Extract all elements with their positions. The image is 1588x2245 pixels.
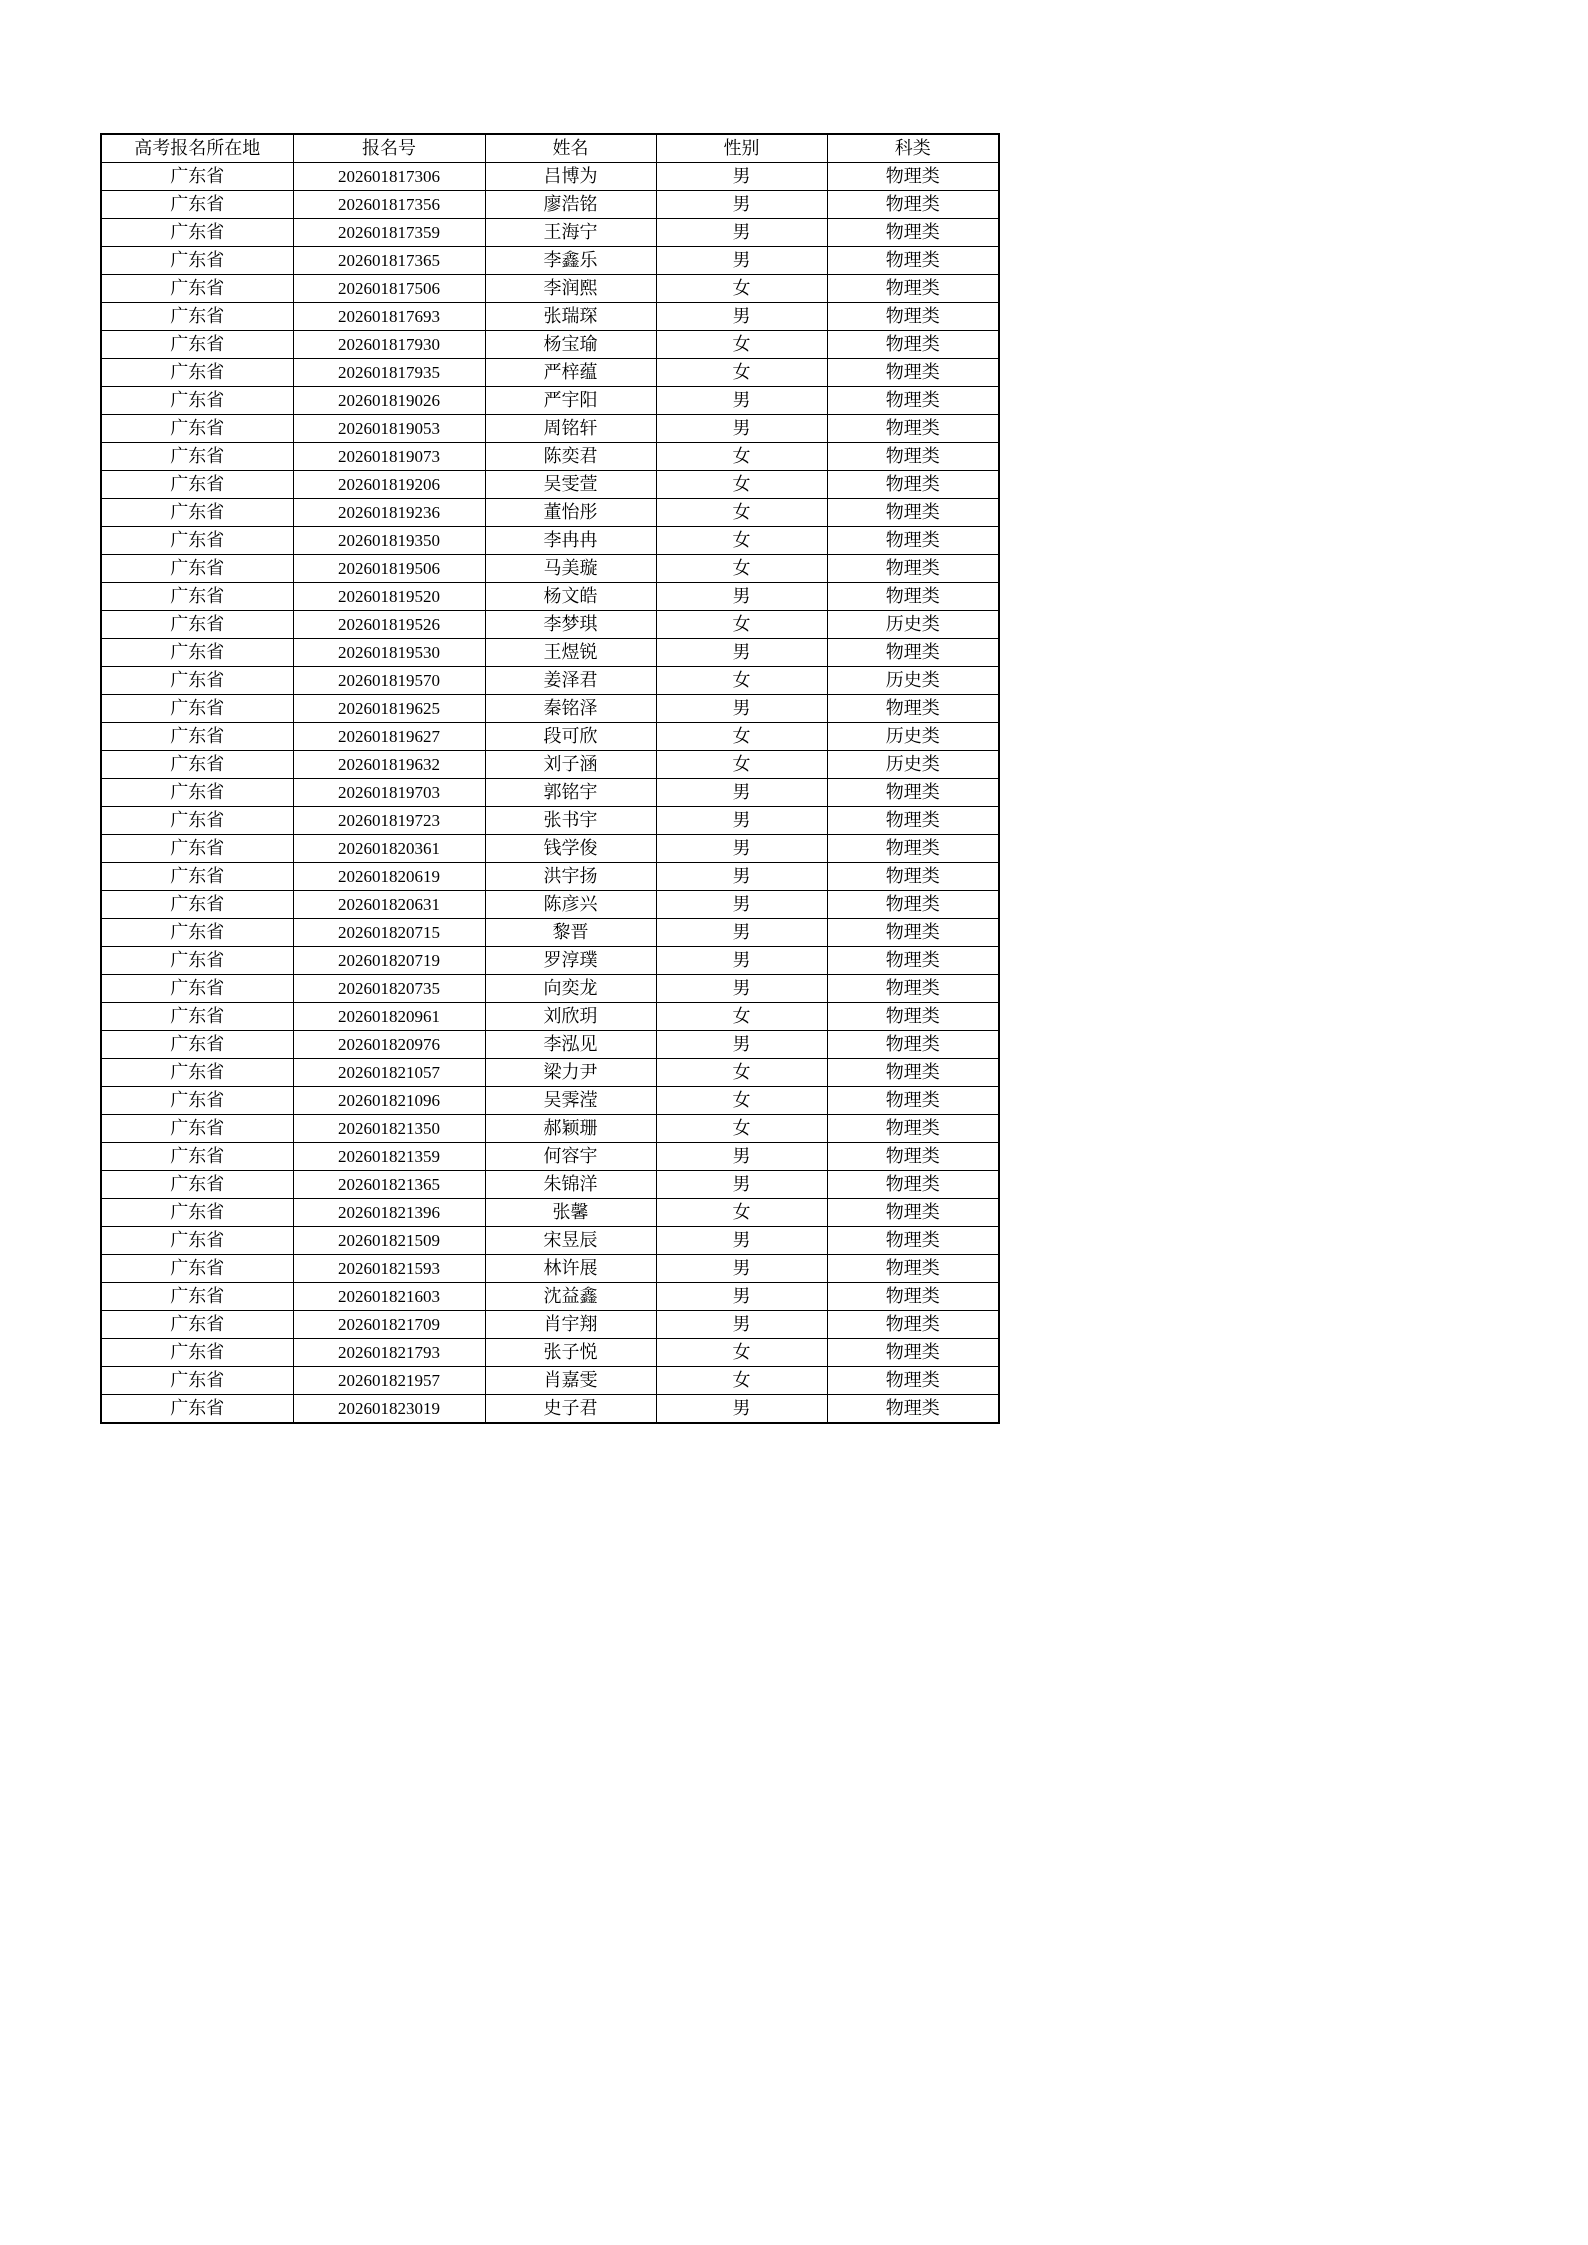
cell-registration-number: 202601821365 [293, 1171, 485, 1199]
cell-gender: 男 [656, 695, 827, 723]
table-row [101, 359, 999, 387]
table-row [101, 471, 999, 499]
cell-location: 广东省 [101, 1171, 293, 1199]
table-row [101, 1339, 999, 1367]
cell-subject-category: 物理类 [827, 443, 999, 471]
table-row [101, 275, 999, 303]
cell-name: 吴雯萱 [485, 471, 656, 499]
cell-location: 广东省 [101, 807, 293, 835]
table-body [101, 163, 999, 1424]
cell-name: 肖宇翔 [485, 1311, 656, 1339]
header-row [101, 134, 999, 163]
cell-gender: 男 [656, 1255, 827, 1283]
table-row [101, 1283, 999, 1311]
cell-registration-number: 202601821359 [293, 1143, 485, 1171]
cell-registration-number: 202601821593 [293, 1255, 485, 1283]
cell-location: 广东省 [101, 1143, 293, 1171]
table-row [101, 695, 999, 723]
cell-registration-number: 202601820715 [293, 919, 485, 947]
table-row [101, 1227, 999, 1255]
cell-gender: 男 [656, 863, 827, 891]
cell-subject-category: 物理类 [827, 1087, 999, 1115]
table-row [101, 1115, 999, 1143]
cell-subject-category: 物理类 [827, 1311, 999, 1339]
cell-gender: 男 [656, 247, 827, 275]
cell-subject-category: 物理类 [827, 1171, 999, 1199]
cell-registration-number: 202601817365 [293, 247, 485, 275]
cell-registration-number: 202601821509 [293, 1227, 485, 1255]
cell-name: 林许展 [485, 1255, 656, 1283]
table-row [101, 1255, 999, 1283]
cell-gender: 女 [656, 1339, 827, 1367]
cell-location: 广东省 [101, 1395, 293, 1424]
cell-gender: 男 [656, 387, 827, 415]
cell-location: 广东省 [101, 1367, 293, 1395]
cell-location: 广东省 [101, 219, 293, 247]
cell-name: 肖嘉雯 [485, 1367, 656, 1395]
cell-gender: 男 [656, 919, 827, 947]
cell-location: 广东省 [101, 947, 293, 975]
cell-location: 广东省 [101, 779, 293, 807]
cell-registration-number: 202601819625 [293, 695, 485, 723]
cell-name: 宋昱辰 [485, 1227, 656, 1255]
cell-name: 廖浩铭 [485, 191, 656, 219]
cell-name: 朱锦洋 [485, 1171, 656, 1199]
table-row [101, 247, 999, 275]
cell-location: 广东省 [101, 1003, 293, 1031]
table-row [101, 807, 999, 835]
cell-subject-category: 物理类 [827, 555, 999, 583]
cell-registration-number: 202601819627 [293, 723, 485, 751]
cell-name: 张子悦 [485, 1339, 656, 1367]
cell-subject-category: 物理类 [827, 527, 999, 555]
cell-gender: 女 [656, 499, 827, 527]
cell-name: 向奕龙 [485, 975, 656, 1003]
cell-location: 广东省 [101, 359, 293, 387]
cell-location: 广东省 [101, 583, 293, 611]
cell-gender: 男 [656, 1395, 827, 1424]
cell-name: 钱学俊 [485, 835, 656, 863]
table-row [101, 639, 999, 667]
cell-name: 陈彦兴 [485, 891, 656, 919]
cell-gender: 男 [656, 835, 827, 863]
cell-subject-category: 物理类 [827, 1115, 999, 1143]
table-header [101, 134, 999, 163]
cell-name: 沈益鑫 [485, 1283, 656, 1311]
cell-subject-category: 物理类 [827, 1199, 999, 1227]
cell-registration-number: 202601819703 [293, 779, 485, 807]
table-row [101, 1367, 999, 1395]
cell-location: 广东省 [101, 1227, 293, 1255]
table-row [101, 219, 999, 247]
cell-registration-number: 202601819723 [293, 807, 485, 835]
cell-registration-number: 202601817359 [293, 219, 485, 247]
cell-location: 广东省 [101, 443, 293, 471]
cell-subject-category: 物理类 [827, 779, 999, 807]
cell-gender: 男 [656, 975, 827, 1003]
table-row [101, 891, 999, 919]
cell-registration-number: 202601817930 [293, 331, 485, 359]
cell-subject-category: 物理类 [827, 639, 999, 667]
cell-location: 广东省 [101, 1255, 293, 1283]
cell-registration-number: 202601820361 [293, 835, 485, 863]
cell-name: 杨文皓 [485, 583, 656, 611]
cell-name: 周铭轩 [485, 415, 656, 443]
table-row [101, 919, 999, 947]
cell-subject-category: 物理类 [827, 835, 999, 863]
table-row [101, 1311, 999, 1339]
cell-gender: 女 [656, 751, 827, 779]
cell-subject-category: 物理类 [827, 1003, 999, 1031]
table-row [101, 863, 999, 891]
cell-location: 广东省 [101, 863, 293, 891]
cell-registration-number: 202601819520 [293, 583, 485, 611]
cell-location: 广东省 [101, 1283, 293, 1311]
cell-name: 王海宁 [485, 219, 656, 247]
cell-gender: 女 [656, 723, 827, 751]
cell-registration-number: 202601817506 [293, 275, 485, 303]
cell-gender: 男 [656, 219, 827, 247]
table-row [101, 303, 999, 331]
table-row [101, 1143, 999, 1171]
table-row [101, 387, 999, 415]
cell-location: 广东省 [101, 247, 293, 275]
cell-subject-category: 物理类 [827, 919, 999, 947]
cell-location: 广东省 [101, 331, 293, 359]
cell-subject-category: 物理类 [827, 471, 999, 499]
cell-gender: 男 [656, 1311, 827, 1339]
cell-registration-number: 202601819530 [293, 639, 485, 667]
cell-name: 黎晋 [485, 919, 656, 947]
header-name: 姓名 [485, 134, 656, 163]
cell-subject-category: 物理类 [827, 275, 999, 303]
header-gender: 性别 [656, 134, 827, 163]
cell-registration-number: 202601817693 [293, 303, 485, 331]
cell-subject-category: 物理类 [827, 947, 999, 975]
cell-registration-number: 202601819053 [293, 415, 485, 443]
table-row [101, 1003, 999, 1031]
cell-gender: 男 [656, 807, 827, 835]
cell-name: 刘子涵 [485, 751, 656, 779]
table-row [101, 1031, 999, 1059]
cell-location: 广东省 [101, 415, 293, 443]
cell-location: 广东省 [101, 1115, 293, 1143]
cell-registration-number: 202601817935 [293, 359, 485, 387]
cell-subject-category: 物理类 [827, 1339, 999, 1367]
cell-gender: 女 [656, 1367, 827, 1395]
cell-name: 杨宝瑜 [485, 331, 656, 359]
cell-name: 李鑫乐 [485, 247, 656, 275]
table-row [101, 779, 999, 807]
cell-gender: 女 [656, 1115, 827, 1143]
cell-name: 董怡彤 [485, 499, 656, 527]
table-row [101, 499, 999, 527]
cell-subject-category: 历史类 [827, 611, 999, 639]
table-row [101, 1059, 999, 1087]
table-row [101, 611, 999, 639]
cell-registration-number: 202601819632 [293, 751, 485, 779]
cell-location: 广东省 [101, 275, 293, 303]
table-row [101, 1171, 999, 1199]
cell-gender: 女 [656, 443, 827, 471]
cell-registration-number: 202601817356 [293, 191, 485, 219]
cell-name: 李梦琪 [485, 611, 656, 639]
cell-location: 广东省 [101, 1339, 293, 1367]
cell-registration-number: 202601819236 [293, 499, 485, 527]
table-row [101, 555, 999, 583]
cell-name: 吕博为 [485, 163, 656, 191]
cell-name: 郭铭宇 [485, 779, 656, 807]
cell-location: 广东省 [101, 1059, 293, 1087]
cell-subject-category: 物理类 [827, 499, 999, 527]
cell-location: 广东省 [101, 751, 293, 779]
header-registration-number: 报名号 [293, 134, 485, 163]
cell-gender: 女 [656, 1087, 827, 1115]
header-subject-category: 科类 [827, 134, 999, 163]
cell-subject-category: 物理类 [827, 219, 999, 247]
table-row [101, 527, 999, 555]
table-row [101, 415, 999, 443]
cell-registration-number: 202601819350 [293, 527, 485, 555]
cell-location: 广东省 [101, 667, 293, 695]
cell-name: 李泓见 [485, 1031, 656, 1059]
cell-location: 广东省 [101, 387, 293, 415]
cell-subject-category: 物理类 [827, 1283, 999, 1311]
cell-location: 广东省 [101, 695, 293, 723]
cell-name: 李冉冉 [485, 527, 656, 555]
cell-subject-category: 物理类 [827, 975, 999, 1003]
cell-location: 广东省 [101, 163, 293, 191]
cell-gender: 女 [656, 555, 827, 583]
cell-name: 张瑞琛 [485, 303, 656, 331]
cell-registration-number: 202601821396 [293, 1199, 485, 1227]
cell-name: 秦铭泽 [485, 695, 656, 723]
cell-gender: 男 [656, 947, 827, 975]
cell-registration-number: 202601823019 [293, 1395, 485, 1424]
table-row [101, 1087, 999, 1115]
cell-subject-category: 物理类 [827, 331, 999, 359]
cell-subject-category: 物理类 [827, 863, 999, 891]
cell-registration-number: 202601820631 [293, 891, 485, 919]
cell-location: 广东省 [101, 471, 293, 499]
cell-gender: 男 [656, 1227, 827, 1255]
cell-registration-number: 202601820619 [293, 863, 485, 891]
cell-registration-number: 202601821603 [293, 1283, 485, 1311]
cell-gender: 男 [656, 779, 827, 807]
cell-subject-category: 物理类 [827, 1227, 999, 1255]
cell-subject-category: 物理类 [827, 359, 999, 387]
cell-registration-number: 202601819026 [293, 387, 485, 415]
cell-registration-number: 202601817306 [293, 163, 485, 191]
cell-gender: 男 [656, 1031, 827, 1059]
cell-gender: 女 [656, 275, 827, 303]
table-row [101, 191, 999, 219]
cell-location: 广东省 [101, 611, 293, 639]
header-location: 高考报名所在地 [101, 134, 293, 163]
cell-subject-category: 物理类 [827, 1395, 999, 1424]
cell-name: 陈奕君 [485, 443, 656, 471]
cell-gender: 男 [656, 1143, 827, 1171]
cell-registration-number: 202601819506 [293, 555, 485, 583]
cell-location: 广东省 [101, 191, 293, 219]
cell-location: 广东省 [101, 975, 293, 1003]
cell-registration-number: 202601821096 [293, 1087, 485, 1115]
cell-gender: 男 [656, 891, 827, 919]
cell-location: 广东省 [101, 1031, 293, 1059]
cell-name: 李润熙 [485, 275, 656, 303]
cell-gender: 男 [656, 415, 827, 443]
cell-subject-category: 物理类 [827, 247, 999, 275]
cell-name: 刘欣玥 [485, 1003, 656, 1031]
cell-location: 广东省 [101, 1087, 293, 1115]
table-row [101, 1199, 999, 1227]
cell-registration-number: 202601819570 [293, 667, 485, 695]
cell-location: 广东省 [101, 303, 293, 331]
cell-location: 广东省 [101, 639, 293, 667]
cell-registration-number: 202601820976 [293, 1031, 485, 1059]
cell-subject-category: 物理类 [827, 1031, 999, 1059]
cell-name: 洪宇扬 [485, 863, 656, 891]
cell-name: 张书宇 [485, 807, 656, 835]
cell-registration-number: 202601820961 [293, 1003, 485, 1031]
cell-name: 姜泽君 [485, 667, 656, 695]
cell-registration-number: 202601820735 [293, 975, 485, 1003]
cell-name: 何容宇 [485, 1143, 656, 1171]
cell-subject-category: 历史类 [827, 723, 999, 751]
table-row [101, 331, 999, 359]
cell-subject-category: 物理类 [827, 1367, 999, 1395]
cell-location: 广东省 [101, 527, 293, 555]
cell-name: 罗淳璞 [485, 947, 656, 975]
table-row [101, 583, 999, 611]
cell-gender: 男 [656, 1283, 827, 1311]
cell-location: 广东省 [101, 835, 293, 863]
cell-name: 马美璇 [485, 555, 656, 583]
cell-gender: 女 [656, 1199, 827, 1227]
cell-gender: 女 [656, 359, 827, 387]
cell-location: 广东省 [101, 499, 293, 527]
cell-registration-number: 202601819206 [293, 471, 485, 499]
cell-subject-category: 物理类 [827, 1059, 999, 1087]
cell-location: 广东省 [101, 919, 293, 947]
cell-location: 广东省 [101, 555, 293, 583]
cell-subject-category: 物理类 [827, 1255, 999, 1283]
table-row [101, 947, 999, 975]
cell-gender: 女 [656, 1059, 827, 1087]
cell-subject-category: 物理类 [827, 807, 999, 835]
cell-name: 梁力尹 [485, 1059, 656, 1087]
cell-registration-number: 202601821350 [293, 1115, 485, 1143]
cell-name: 张馨 [485, 1199, 656, 1227]
cell-gender: 女 [656, 611, 827, 639]
cell-location: 广东省 [101, 1199, 293, 1227]
cell-gender: 女 [656, 667, 827, 695]
roster-table [100, 133, 1000, 1424]
cell-location: 广东省 [101, 723, 293, 751]
cell-registration-number: 202601819073 [293, 443, 485, 471]
cell-gender: 女 [656, 1003, 827, 1031]
cell-registration-number: 202601821057 [293, 1059, 485, 1087]
cell-subject-category: 物理类 [827, 303, 999, 331]
cell-gender: 女 [656, 527, 827, 555]
cell-name: 严梓蕴 [485, 359, 656, 387]
cell-registration-number: 202601821709 [293, 1311, 485, 1339]
cell-location: 广东省 [101, 1311, 293, 1339]
cell-subject-category: 物理类 [827, 163, 999, 191]
cell-name: 严宇阳 [485, 387, 656, 415]
cell-gender: 女 [656, 331, 827, 359]
table-row [101, 163, 999, 191]
table-row [101, 723, 999, 751]
table-row [101, 751, 999, 779]
table-row [101, 835, 999, 863]
cell-subject-category: 物理类 [827, 695, 999, 723]
cell-registration-number: 202601820719 [293, 947, 485, 975]
cell-gender: 女 [656, 471, 827, 499]
cell-name: 王煜锐 [485, 639, 656, 667]
cell-name: 史子君 [485, 1395, 656, 1424]
table-row [101, 1395, 999, 1424]
cell-name: 吴霁滢 [485, 1087, 656, 1115]
cell-location: 广东省 [101, 891, 293, 919]
cell-registration-number: 202601819526 [293, 611, 485, 639]
table-row [101, 443, 999, 471]
table-row [101, 667, 999, 695]
cell-registration-number: 202601821957 [293, 1367, 485, 1395]
cell-name: 郝颖珊 [485, 1115, 656, 1143]
cell-name: 段可欣 [485, 723, 656, 751]
cell-subject-category: 物理类 [827, 583, 999, 611]
cell-subject-category: 物理类 [827, 191, 999, 219]
cell-subject-category: 物理类 [827, 415, 999, 443]
cell-subject-category: 物理类 [827, 387, 999, 415]
cell-registration-number: 202601821793 [293, 1339, 485, 1367]
table-row [101, 975, 999, 1003]
cell-subject-category: 历史类 [827, 667, 999, 695]
cell-subject-category: 历史类 [827, 751, 999, 779]
cell-gender: 男 [656, 303, 827, 331]
cell-gender: 男 [656, 583, 827, 611]
cell-gender: 男 [656, 163, 827, 191]
cell-subject-category: 物理类 [827, 1143, 999, 1171]
cell-gender: 男 [656, 639, 827, 667]
cell-subject-category: 物理类 [827, 891, 999, 919]
cell-gender: 男 [656, 1171, 827, 1199]
cell-gender: 男 [656, 191, 827, 219]
